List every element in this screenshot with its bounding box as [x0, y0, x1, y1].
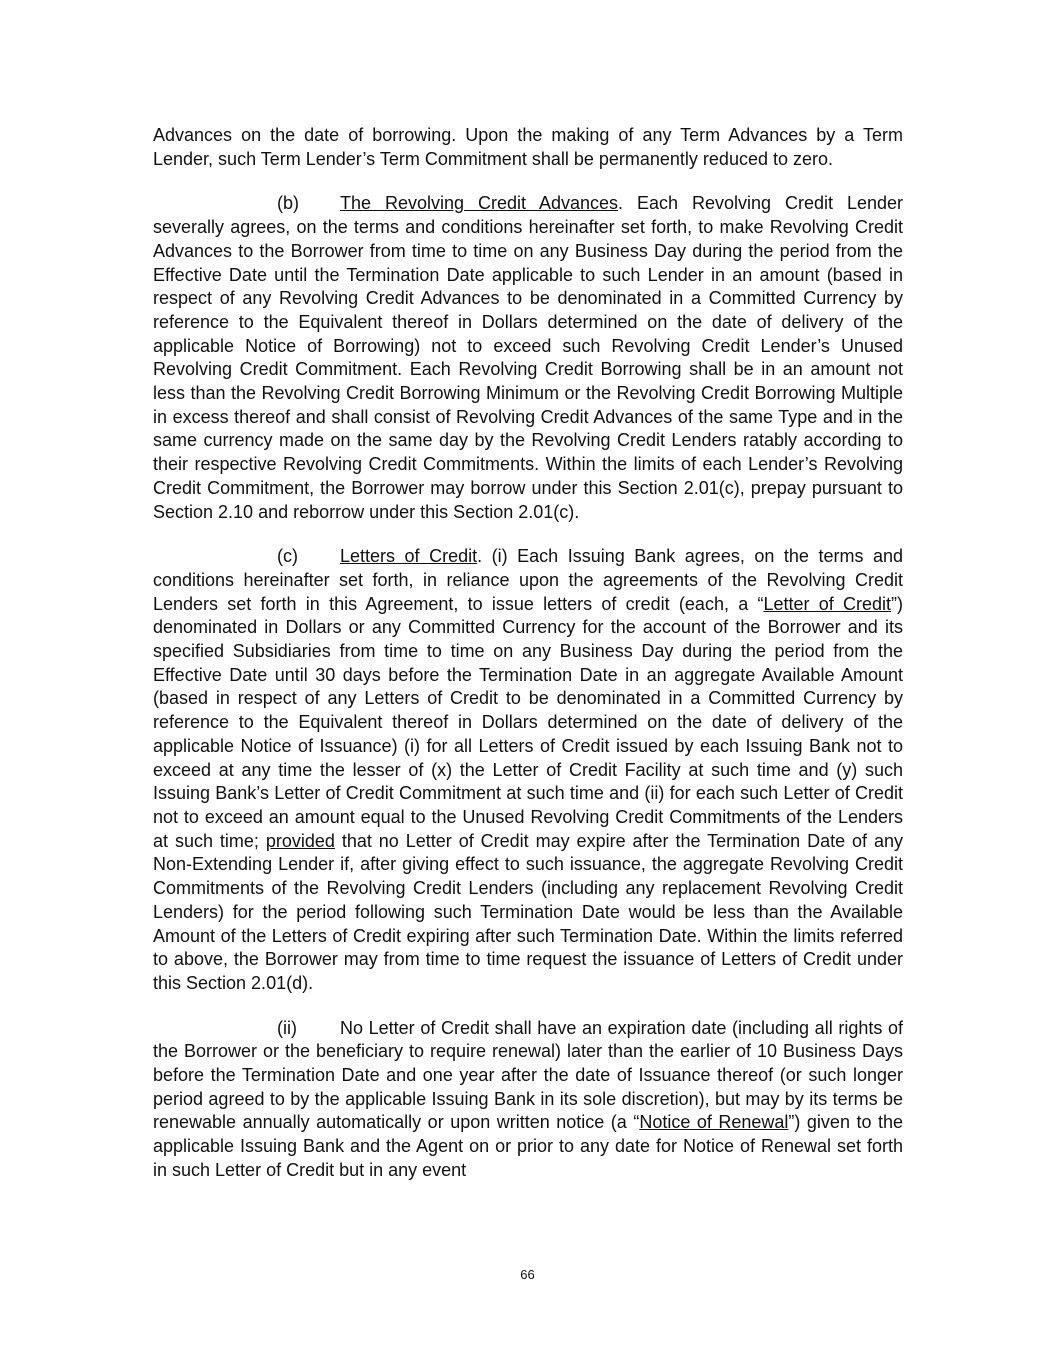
page-number: 66: [520, 1267, 535, 1282]
paragraph-revolving-credit-advances: [153, 192, 903, 524]
paragraph-expiration: [153, 1017, 903, 1183]
paragraph-text: Advances on the date of borrowing. Upon the making of any Term Advances by a Term Lender, such Term Lender’s Term Commitment shall be permanently reduced to zero.: [153, 125, 903, 169]
paragraph-text: ”) denominated in Dollars or any Committed Currency for the account of the Borrower and its specified Subsidiaries from time to time on any Business Day during the period from the Effective Date until 30 days before the Termination Date in an aggregate Available Amount (based in respect of any Letters of Credit to be denominated in a Committed Currency by reference to the Equivalent thereof in Dollars determined on the date of delivery of the applicable Notice of Issuance) (i) for all Letters of Credit issued by each Issuing Bank not to exceed at any time the lesser of (x) the Letter of Credit Facility at such time and (y) such Issuing Bank’s Letter of Credit Commitment at such time and (ii) for each such Letter of Credit not to exceed an amount equal to the Unused Revolving Credit Commitments of the Lenders at such time;: [153, 593, 903, 851]
paragraph-text: No Letter of Credit shall have an expiration date (including all rights of the Borrower or the beneficiary to require renewal) later than the earlier of 10 Business Days before the Termination Date and one year after the date of Issuance thereof (or such longer period agreed to by the applicable Issuing Bank in its sole discretion), but may by its terms be renewable annually automatically or upon written notice (a “: [153, 1017, 903, 1133]
section-label: (b): [277, 193, 299, 214]
section-label: (ii): [277, 1017, 297, 1038]
defined-term: Letter of Credit: [763, 593, 891, 614]
section-heading: The Revolving Credit Advances: [340, 193, 619, 214]
paragraph-text: . Each Revolving Credit Lender severally agrees, on the terms and conditions hereinafter set forth, to make Revolving Credit Advances to the Borrower from time to time on any Business Day during the period from the Effective Date until the Termination Date applicable to such Lender in an amount (based in respect of any Revolving Credit Advances to be denominated in a Committed Currency by reference to the Equivalent thereof in Dollars determined on the date of delivery of the applicable Notice of Borrowing) not to exceed such Revolving Credit Lender’s Unused Revolving Credit Commitment. Each Revolving Credit Borrowing shall be in an amount not less than the Revolving Credit Borrowing Minimum or the Revolving Credit Borrowing Multiple in excess thereof and shall consist of Revolving Credit Advances of the same Type and in the same currency made on the same day by the Revolving Credit Lenders ratably according to their respective Revolving Credit Commitments. Within the limits of each Lender’s Revolving Credit Commitment, the Borrower may borrow under this Section 2.01(c), prepay pursuant to Section 2.10 and reborrow under this Section 2.01(c).: [153, 193, 903, 522]
paragraph-letters-of-credit: [153, 545, 903, 995]
paragraph-text: . (i) Each Issuing Bank agrees, on the terms and conditions hereinafter set forth, in reliance upon the agreements of the Revolving Credit Lenders set forth in this Agreement, to issue letters of credit (each, a “: [153, 546, 903, 614]
paragraph-text: ”) given to the applicable Issuing Bank and the Agent on or prior to any date for Notice of Renewal set forth in such Letter of Credit but in any event: [153, 1112, 904, 1180]
proviso-term: provided: [265, 830, 335, 851]
paragraph-text: that no Letter of Credit may expire after the Termination Date of any Non-Extending Lender if, after giving effect to such issuance, the aggregate Revolving Credit Commitments of the Revolving Credit Lenders (including any replacement Revolving Credit Lenders) for the period following such Termination Date would be less than the Available Amount of the Letters of Credit expiring after such Termination Date. Within the limits referred to above, the Borrower may from time to time request the issuance of Letters of Credit under this Section 2.01(d).: [153, 830, 904, 993]
document-page: [153, 124, 903, 1204]
paragraph-continued: [153, 124, 903, 171]
section-heading: Letters of Credit: [340, 546, 478, 567]
defined-term: Notice of Renewal: [639, 1112, 789, 1133]
section-label: (c): [277, 546, 298, 567]
